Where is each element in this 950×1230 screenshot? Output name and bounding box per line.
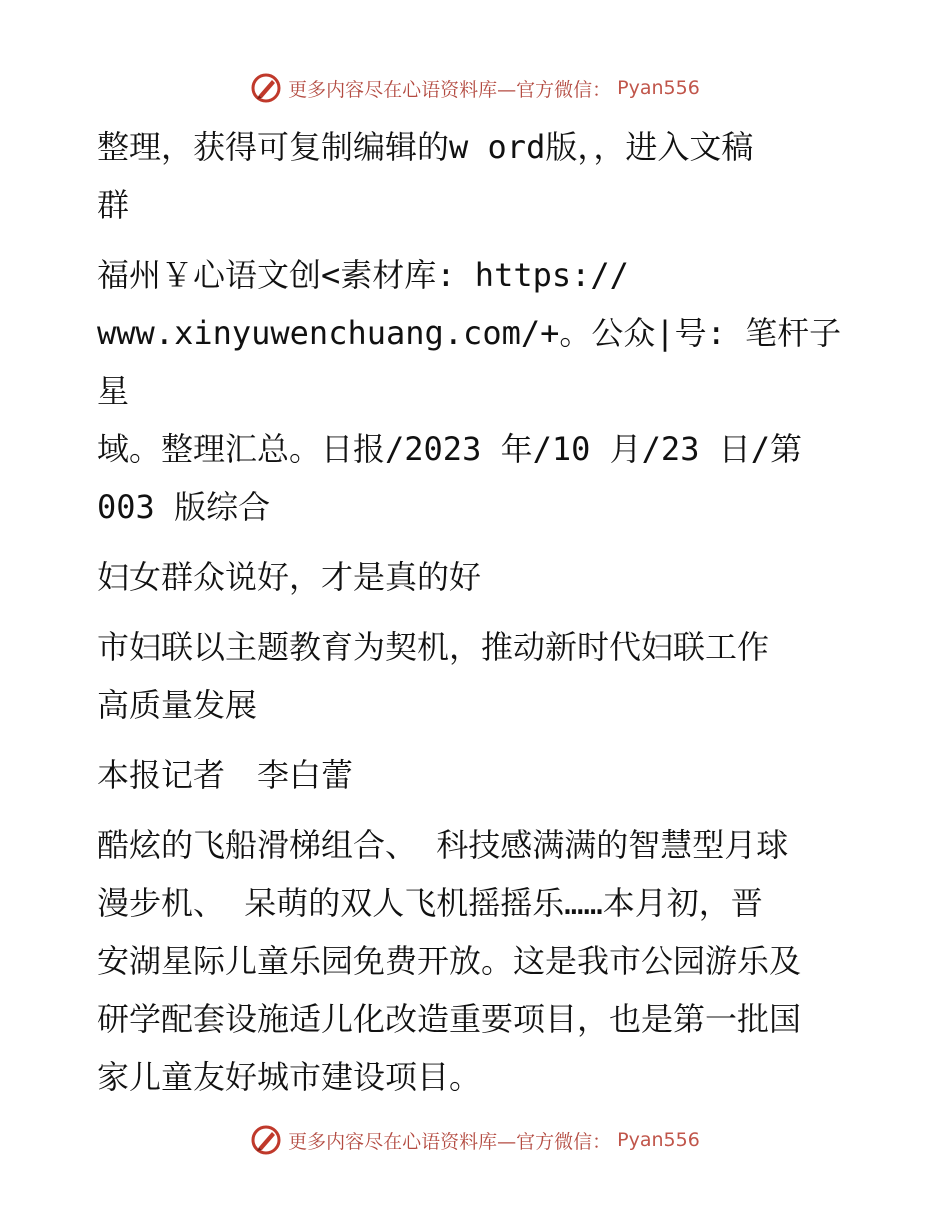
paragraph-source	[97, 246, 857, 536]
text-line: 整理，获得可复制编辑的w ord版，，进入文稿	[97, 128, 754, 166]
text-line: 市妇联以主题教育为契机，推动新时代妇联工作	[97, 628, 770, 666]
text-line: 研学配套设施适儿化改造重要项目，也是第一批国	[97, 1000, 802, 1038]
text-line: 家儿童友好城市建设项目。	[97, 1058, 482, 1096]
document-body	[97, 118, 857, 1106]
article-headline	[97, 548, 857, 606]
text-line: www.xinyuwenchuang.com/+。公众|号: 笔杆子星	[97, 314, 842, 410]
text-line: 漫步机、 呆萌的双人飞机摇摇乐……本月初，晋	[97, 884, 763, 922]
watermark-text: 更多内容尽在心语资料库—官方微信：	[288, 78, 612, 101]
footer-watermark	[0, 1120, 950, 1160]
watermark-text: 更多内容尽在心语资料库—官方微信：	[288, 1130, 612, 1153]
pen-logo-icon	[250, 72, 282, 104]
text-line: 妇女群众说好，才是真的好	[97, 558, 482, 596]
text-line: 域。整理汇总。日报/2023 年/10 月/23 日/第	[97, 430, 802, 468]
text-line: 群	[97, 186, 130, 224]
watermark-wechat-id: Pyan556	[617, 1129, 700, 1151]
article-subheadline	[97, 618, 857, 734]
text-line: 本报记者 李白蕾	[97, 756, 354, 794]
watermark-wechat-id: Pyan556	[617, 77, 700, 99]
text-line: 高质量发展	[97, 686, 258, 724]
text-line: 003 版综合	[97, 488, 271, 526]
article-paragraph	[97, 816, 857, 1106]
text-line: 安湖星际儿童乐园免费开放。这是我市公园游乐及	[97, 942, 802, 980]
text-line: 福州￥心语文创<素材库: https://	[97, 256, 629, 294]
header-watermark	[0, 68, 950, 108]
text-line: 酷炫的飞船滑梯组合、 科技感满满的智慧型月球	[97, 826, 789, 864]
paragraph-intro	[97, 118, 857, 234]
pen-logo-icon	[250, 1124, 282, 1156]
article-byline	[97, 746, 857, 804]
